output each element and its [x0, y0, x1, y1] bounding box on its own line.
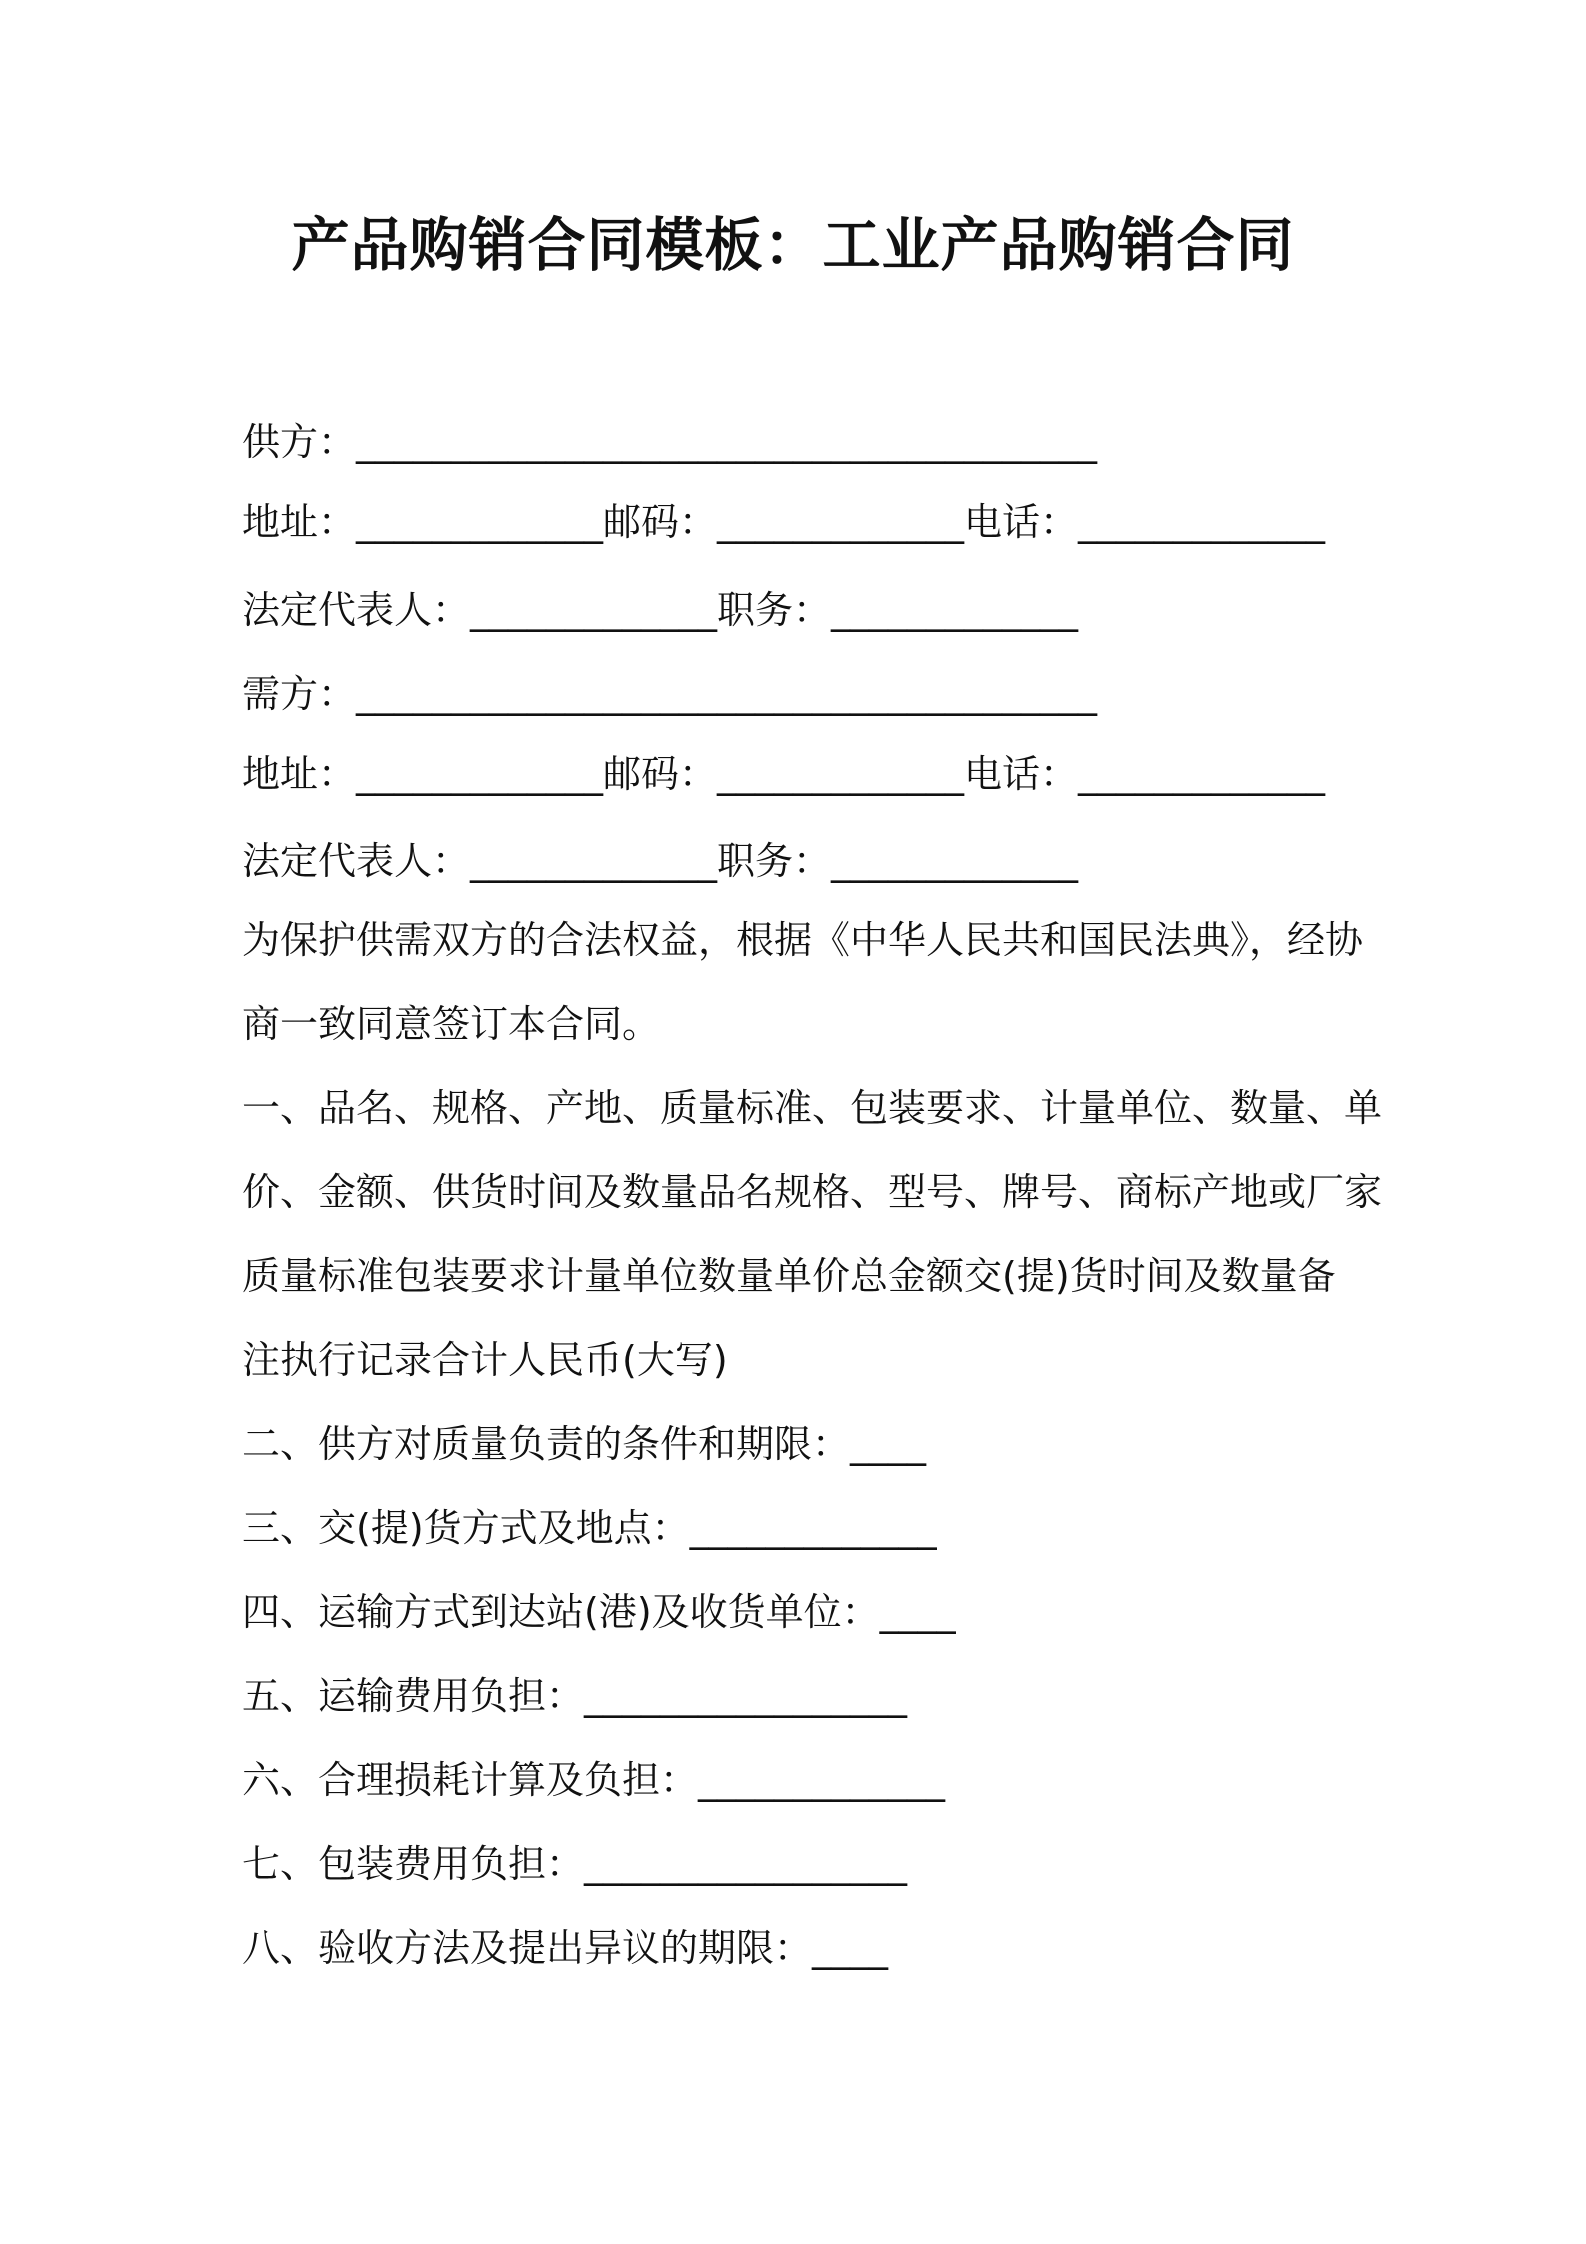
clause-8: 八、验收方法及提出异议的期限：____ — [242, 1926, 889, 1970]
document-title: 产品购销合同模板：工业产品购销合同 — [291, 211, 1295, 279]
buyer-representative-line: 法定代表人：_____________职务：_____________ — [242, 839, 1079, 883]
supplier-representative-line: 法定代表人：_____________职务：_____________ — [242, 588, 1079, 632]
supplier-address-line: 地址：_____________邮码：_____________电话：_____________ — [242, 500, 1326, 544]
clause-4: 四、运输方式到达站(港)及收货单位：____ — [242, 1590, 956, 1634]
buyer-address-line: 地址：_____________邮码：_____________电话：_____________ — [242, 752, 1326, 796]
clause-7: 七、包装费用负担：_________________ — [242, 1842, 908, 1886]
clause-6: 六、合理损耗计算及负担：_____________ — [242, 1758, 946, 1802]
clause-5: 五、运输费用负担：_________________ — [242, 1674, 908, 1718]
clause-2: 二、供方对质量负责的条件和期限：____ — [242, 1422, 927, 1466]
preamble-line-2: 商一致同意签订本合同。 — [242, 1002, 661, 1046]
supplier-line: 供方：_______________________________________ — [242, 420, 1098, 464]
buyer-line: 需方：_______________________________________ — [242, 672, 1098, 716]
clause-1-line-1: 一、品名、规格、产地、质量标准、包装要求、计量单位、数量、单 — [242, 1086, 1383, 1130]
clause-1-line-2: 价、金额、供货时间及数量品名规格、型号、牌号、商标产地或厂家 — [242, 1170, 1383, 1214]
clause-3: 三、交(提)货方式及地点：_____________ — [242, 1506, 937, 1550]
clause-1-line-3: 质量标准包装要求计量单位数量单价总金额交(提)货时间及数量备 — [242, 1254, 1336, 1298]
clause-1-line-4: 注执行记录合计人民币(大写) — [242, 1338, 728, 1382]
preamble-line-1: 为保护供需双方的合法权益，根据《中华人民共和国民法典》，经协 — [242, 918, 1364, 962]
